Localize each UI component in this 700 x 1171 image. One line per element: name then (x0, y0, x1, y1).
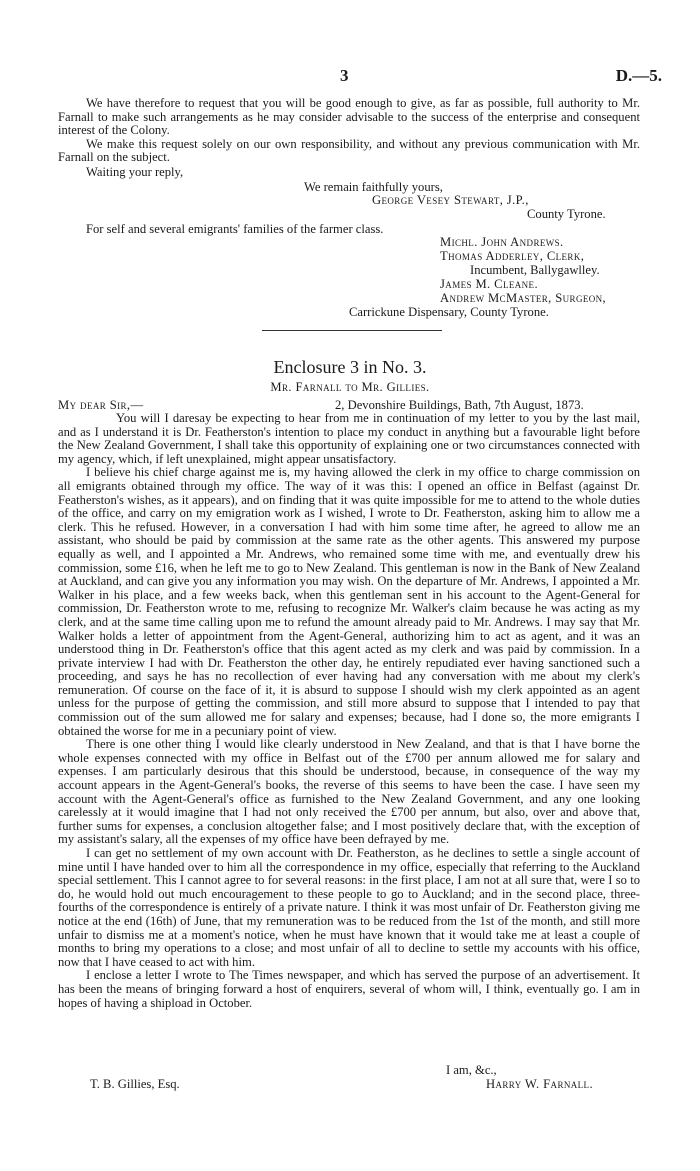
letter2-paragraph: I enclose a letter I wrote to The Times newspaper, and which has served the purpose of an advertisement. It has been the means of bringing forward a host of enquirers, several of whom will, I think, eventually go. I am in hopes of having a shipload in October. (58, 968, 640, 1010)
letter2-signer: Harry W. Farnall. (486, 1077, 593, 1091)
addressee: T. B. Gillies, Esq. (90, 1077, 180, 1091)
letter1-behalf: For self and several emigrants' families of the farmer class. (86, 222, 384, 236)
letter1-body (58, 97, 640, 165)
cosigner: Incumbent, Ballygawlley. (470, 263, 600, 277)
letter1-signer: George Vesey Stewart, J.P., (372, 193, 529, 207)
cosigner: Michl. John Andrews. (440, 235, 564, 249)
enclosure-title: Enclosure 3 in No. 3. (273, 357, 427, 377)
letter2-paragraph: There is one other thing I would like clearly understood in New Zealand, and that is that I have borne the whole expenses connected with my office in Belfast out of the £700 per annum allowed me for salary and expenses. I am particularly desirous that this should be understood, because, in consequence of the way my account appears in the Agent-General's books, the reverse of this seems to have been the case. I have seen my account with the Agent-General's office as furnished to the New Zealand Government, and any one looking carelessly at it would imagine that I had not only received the £700 per annum, but also, over and above that, further sums for expenses, a conclusion altogether false; and I most positively declare that, with the exception of my assistant's salary, all the expenses of my office have been defrayed by me. (58, 737, 640, 847)
letter1-signer-place: County Tyrone. (527, 207, 606, 221)
letter2-paragraph: I can get no settlement of my own account with Dr. Featherston, as he declines to settle a single account of mine until I have handed over to him all the correspondence in my office, especially that referring to the Auckland special settlement. This I cannot agree to for several reasons: in the first place, I am not at all sure that, were I so to do, he would hold out much encouragement to these people to go to Auckland; and in the second place, three-fourths of the correspondence is entirely of a private nature. I think it was most unfair of Dr. Featherston giving me notice at the end (16th) of June, that my remuneration was to be reduced from the 1st of the month, and still more unfair to dismiss me at a moment's notice, when he must have known that it would take me at least a couple of months to bring my operations to a close; and most unfair of all to decline to settle my accounts with his office, now that I have ceased to act with him. (58, 846, 640, 969)
letter1-waiting: Waiting your reply, (86, 165, 184, 179)
enclosure-subtitle: Mr. Farnall to Mr. Gillies. (270, 380, 430, 394)
letter1-paragraph: We have therefore to request that you will be good enough to give, as far as possible, full authority to Mr. Farnall to make such arrangements as he may consider advisable to the success of the enterprise and consequent interest of the Colony. (58, 96, 640, 138)
letter1-paragraph: We make this request solely on our own responsibility, and without any previous communication with Mr. Farnall on the subject. (58, 136, 640, 165)
cosigner: James M. Cleane. (440, 277, 538, 291)
letter2-paragraph: You will I daresay be expecting to hear from me in continuation of my letter to you by the last mail, and as I understand it is Dr. Featherston's intention to place my conduct in anything but a favourable light before the New Zealand Government, I shall take this opportunity of explaining one or two circumstances connected with my agency, which, if left unexplained, might appear unsatisfactory. (58, 411, 640, 466)
cosigner: Andrew McMaster, Surgeon, (440, 291, 607, 305)
cosigner: Thomas Adderley, Clerk, (440, 249, 585, 263)
letter1-closing: We remain faithfully yours, (304, 180, 443, 194)
document-code: D.—5. (615, 66, 662, 85)
sign-off: I am, &c., (446, 1063, 497, 1077)
address-date: 2, Devonshire Buildings, Bath, 7th August, 1873. (335, 398, 584, 412)
cosigner: Carrickune Dispensary, County Tyrone. (349, 305, 549, 319)
letter2-body (58, 412, 640, 1010)
letter2-paragraph: I believe his chief charge against me is, my having allowed the clerk in my office to charge commission on all emigrants obtained through my office. The way of it was this: I opened an office in Belfast (against Dr. Featherston's wishes, as it appears), and on finding that it was quite impossible for me to attend to the whole duties of the office, and carry on my emigration work as I wished, I wrote to Dr. Featherston, asking him to allow me a clerk. This he refused. However, in a conversation I had with him some time after, he agreed to allow me an assistant, who should be paid by commission at the same rate as the other agents. This answered my purpose equally as well, and I appointed a Mr. Andrews, who remained some time with me, and eventually drew his commission, some £16, when he left me to go to New Zealand. This gentleman is now in the Bank of New Zealand at Auckland, and can give you any information you may wish. On the departure of Mr. Andrews, I appointed a Mr. Walker in his place, and a few weeks back, when this gentleman sent in his account to the Agent-General for commission, Dr. Featherston wrote to me, refusing to recognize Mr. Walker's claim because he was acting as my clerk, and at the same time calling upon me to refund the amount already paid to Mr. Andrews. I may say that Mr. Walker holds a letter of appointment from the Agent-General, authorizing him to act as agent, and it was an understood thing in Dr. Featherston's office that this agent acted as my clerk and was paid by commission. In a private interview I had with Dr. Featherston the other day, he entirely repudiated ever having sanctioned such a proceeding, and says he has no recollection of ever having had any conversation with me about my clerk's remuneration. Of course on the face of it, it is absurd to suppose I should wish my clerk appointed as an agent unless for the purpose of getting the commission, and still more absurd to suppose that I intended to pay that commission out of the sum allowed me for salary and expenses; because, had I done so, the more emigrants I obtained the worse for me in a pecuniary point of view. (58, 465, 640, 738)
page-number: 3 (340, 66, 349, 85)
section-divider (262, 330, 442, 331)
salutation: My dear Sir,— (58, 398, 144, 412)
